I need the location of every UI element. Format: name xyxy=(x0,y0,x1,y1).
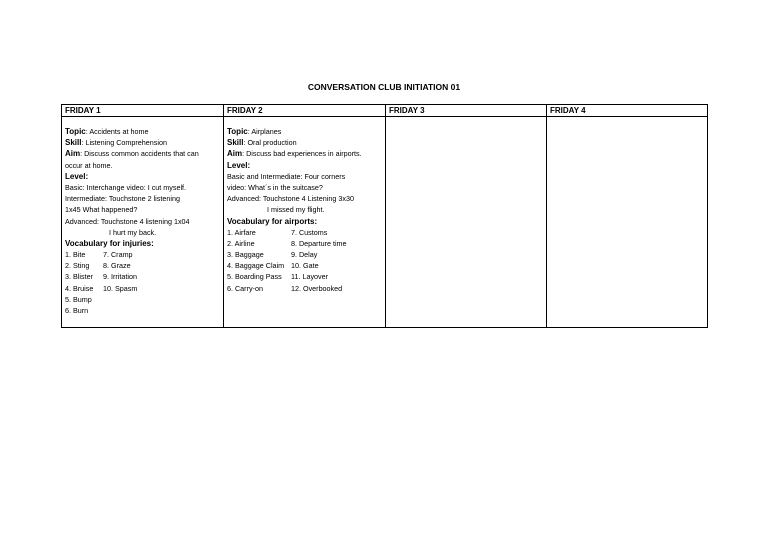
list-item: 11. Layover xyxy=(291,272,329,282)
level-label: Level xyxy=(65,171,86,181)
vocab-colon: : xyxy=(314,216,318,226)
skill-label: Skill xyxy=(65,138,82,148)
list-item: 2. Airline xyxy=(227,238,255,248)
column-friday-4 xyxy=(547,105,707,327)
level-advanced: Advanced: Touchstone 4 listening 1x04 xyxy=(65,216,190,226)
header-friday-3: FRIDAY 3 xyxy=(389,106,425,115)
level-intermediate-cont: 1x45 What happened? xyxy=(65,205,138,215)
aim-label: Aim xyxy=(227,149,243,159)
schedule-table xyxy=(61,104,708,328)
cell-friday-2 xyxy=(227,126,382,293)
vocab-col-2 xyxy=(103,249,137,294)
list-item: 8. Departure time xyxy=(291,238,347,248)
list-item: 4. Bruise xyxy=(65,283,94,293)
list-item: 1. Bite xyxy=(65,250,86,260)
level-colon: : xyxy=(247,160,251,170)
topic-value: : Airplanes xyxy=(247,127,282,136)
level-basic: Basic and Intermediate: Four corners xyxy=(227,171,346,181)
aim-value: : Discuss bad experiences in airports. xyxy=(242,149,362,159)
vocab-col-1 xyxy=(65,249,93,316)
column-friday-3 xyxy=(386,105,547,327)
aim-label: Aim xyxy=(65,149,81,159)
vocab-label: Vocabulary for airports xyxy=(227,216,315,226)
list-item: 10. Gate xyxy=(291,261,319,271)
list-item: 10. Spasm xyxy=(103,283,138,293)
topic-label: Topic xyxy=(227,127,248,136)
list-item: 6. Carry-on xyxy=(227,283,263,293)
level-basic: Basic: Interchange video: I cut myself. xyxy=(65,182,187,192)
level-colon: : xyxy=(85,171,89,181)
topic-value: : Accidents at home xyxy=(85,127,149,136)
list-item: 12. Overbooked xyxy=(291,283,343,293)
level-advanced-cont: I hurt my back. xyxy=(109,227,157,237)
list-item: 7. Customs xyxy=(291,227,328,237)
list-item: 2. Sting xyxy=(65,261,90,271)
skill-label: Skill xyxy=(227,138,244,148)
list-item: 5. Bump xyxy=(65,294,92,304)
skill-value: : Oral production xyxy=(243,138,297,148)
vocab-label: Vocabulary for injuries xyxy=(65,238,152,248)
list-item: 3. Blister xyxy=(65,272,93,282)
vocab-col-2 xyxy=(291,227,347,294)
skill-value: : Listening Comprehension xyxy=(81,138,167,148)
aim-value-cont: occur at home. xyxy=(65,160,113,170)
level-advanced: Advanced: Touchstone 4 Listening 3x30 xyxy=(227,194,354,204)
list-item: 5. Boarding Pass xyxy=(227,272,282,282)
document-title: CONVERSATION CLUB INITIATION 01 xyxy=(307,82,461,92)
list-item: 9. Delay xyxy=(291,250,318,260)
list-item: 1. Airfare xyxy=(227,227,256,237)
list-item: 6. Burn xyxy=(65,306,89,315)
list-item: 9. Irritation xyxy=(103,272,137,282)
vocab-col-1 xyxy=(227,227,284,294)
level-advanced-cont: I missed my flight. xyxy=(267,205,325,215)
column-friday-1 xyxy=(62,105,224,327)
header-friday-2: FRIDAY 2 xyxy=(227,106,263,115)
list-item: 8. Graze xyxy=(103,261,131,271)
vocab-colon: : xyxy=(151,238,154,248)
column-friday-2 xyxy=(224,105,386,327)
level-label: Level xyxy=(227,160,248,170)
list-item: 4. Baggage Claim xyxy=(227,261,285,271)
level-intermediate: Intermediate: Touchstone 2 listening xyxy=(65,194,180,204)
list-item: 3. Baggage xyxy=(227,250,264,260)
level-basic-cont: video: What´s in the suitcase? xyxy=(227,182,323,192)
header-friday-1: FRIDAY 1 xyxy=(65,106,101,115)
cell-friday-1 xyxy=(65,126,220,315)
topic-label: Topic xyxy=(65,127,86,136)
header-friday-4: FRIDAY 4 xyxy=(550,106,586,115)
list-item: 7. Cramp xyxy=(103,250,133,260)
aim-value: : Discuss common accidents that can xyxy=(80,149,199,159)
